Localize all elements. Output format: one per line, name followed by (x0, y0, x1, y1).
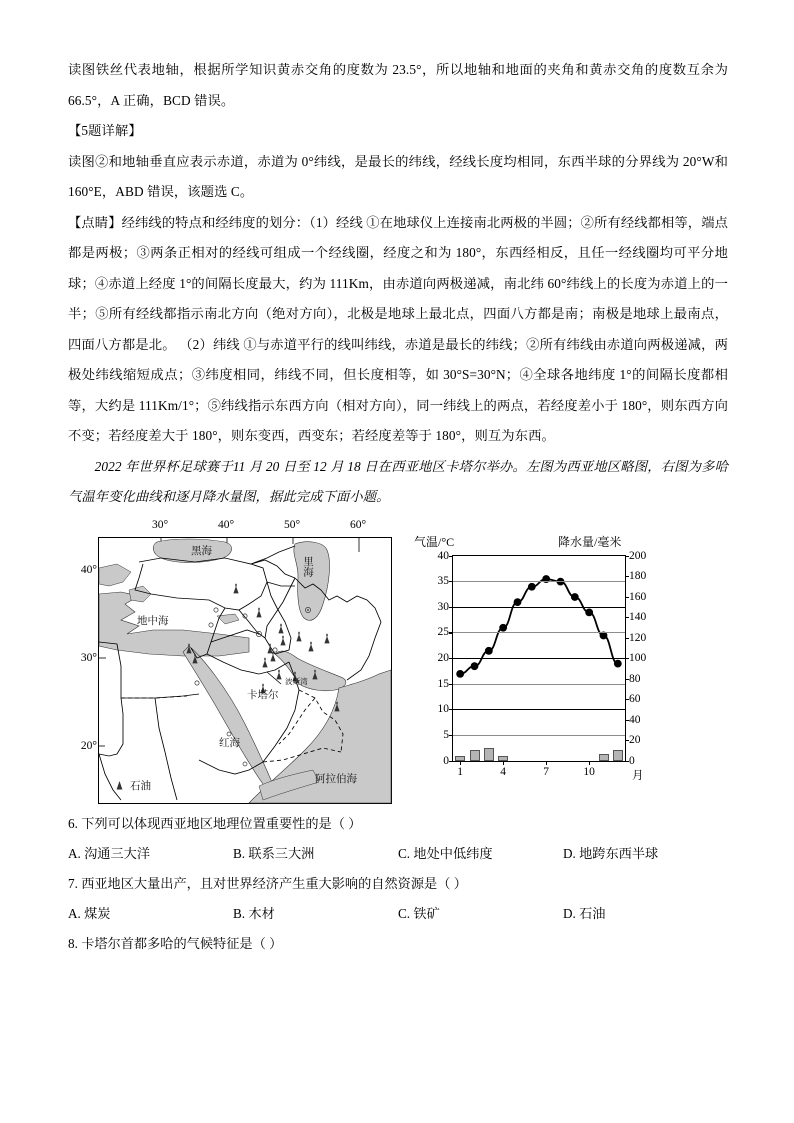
question-7-number: 7. (68, 875, 78, 891)
chart-gridline (453, 607, 625, 608)
chart-ytick-left: 20 (437, 652, 449, 664)
chart-ytick-right: 160 (629, 590, 647, 603)
oil-derrick-icon (115, 780, 124, 791)
chart-ytick-left: 15 (437, 677, 449, 690)
chart-ytick-right: 80 (629, 672, 641, 685)
chart-temperature-point (514, 598, 522, 606)
chart-ytick-right: 40 (629, 713, 641, 726)
map-label-mediterranean-sea: 地中海 (137, 614, 169, 627)
chart-precipitation-bar (613, 750, 623, 760)
chart-temperature-point (614, 659, 622, 667)
lat-label-30: 30° (80, 651, 97, 664)
question-7-text (68, 869, 728, 899)
question-7-body: 西亚地区大量出产，且对世界经济产生重大影响的自然资源是（ ） (81, 875, 467, 891)
map-longitude-labels (68, 519, 398, 537)
chart-xtick-mark (460, 761, 461, 765)
chart-ytick-mark-right (625, 576, 629, 577)
chart-ytick-left: 10 (437, 703, 449, 716)
chart-ytick-right: 0 (629, 754, 635, 767)
lon-label-40: 40° (217, 518, 235, 531)
chart-xtick-label: 10 (583, 765, 595, 778)
chart-xtick-label: 4 (500, 765, 507, 778)
chart-ytick-mark-right (625, 679, 629, 680)
chart-temperature-point (585, 608, 593, 616)
question-7-option-d[interactable]: D. 石油 (563, 905, 606, 921)
map-label-qatar: 卡塔尔 (247, 688, 279, 701)
figure-group (68, 519, 728, 809)
paragraph-explanation-5: 读图②和地轴垂直应表示赤道，赤道为 0°纬线，是最长的纬线，经线长度均相同，东西半球的分界线为 20°W和 160°E，ABD 错误，该题选 C。 (68, 153, 728, 199)
chart-gridline (453, 684, 625, 685)
lon-label-50: 50° (283, 518, 301, 531)
chart-gridline (453, 709, 625, 710)
chart-ytick-mark-left (449, 658, 453, 659)
map-label-red-sea: 红海 (219, 736, 240, 749)
chart-ytick-mark-left (449, 581, 453, 582)
map-geometry (99, 538, 391, 803)
question-7-options (68, 899, 728, 929)
chart-ytick-left: 0 (443, 754, 449, 767)
chart-temperature-point (471, 662, 479, 670)
map-frame (80, 537, 392, 804)
lat-label-40: 40° (80, 563, 97, 576)
question-8-number: 8. (68, 935, 78, 951)
chart-ytick-mark-left (449, 607, 453, 608)
map-label-arabian-sea: 阿拉伯海 (315, 772, 357, 785)
question-stem-worldcup: 2022 年世界杯足球赛于11 月 20 日至 12 月 18 日在西亚地区卡塔尔举办。左图为西亚地区略图，右图为多哈气温年变化曲线和逐月降水量图，据此完成下面小题。 (68, 458, 728, 504)
chart-gridline (453, 632, 625, 633)
chart-xtick-mark (503, 761, 504, 765)
question-6-text (68, 809, 728, 839)
map-label-persian-gulf: 波斯湾 (285, 676, 308, 686)
chart-ytick-mark-left (449, 709, 453, 710)
map-legend-label: 石油 (130, 779, 151, 792)
chart-ytick-mark-right (625, 638, 629, 639)
chart-temperature-point (485, 646, 493, 654)
chart-ytick-mark-right (625, 617, 629, 618)
chart-xtick-mark (589, 761, 590, 765)
question-6-option-b[interactable]: B. 联系三大洲 (233, 845, 315, 861)
chart-ytick-mark-left (449, 761, 453, 762)
map-label-black-sea: 黑海 (191, 544, 212, 557)
map-label-caspian-sea: 里海 (302, 555, 315, 577)
lon-label-30: 30° (151, 518, 169, 531)
chart-gridline (453, 581, 625, 582)
chart-ytick-mark-right (625, 556, 629, 557)
doha-climate-chart (410, 519, 675, 809)
chart-ytick-mark-right (625, 761, 629, 762)
chart-ytick-right: 180 (629, 570, 647, 582)
chart-ytick-mark-right (625, 699, 629, 700)
chart-temperature-point (499, 623, 507, 631)
paragraph-heading-q5: 【5题详解】 (68, 123, 142, 138)
question-6-body: 下列可以体现西亚地区地理位置重要性的是（ ） (81, 815, 362, 831)
chart-gridline (453, 658, 625, 659)
chart-ytick-left: 5 (443, 728, 449, 741)
question-7-option-b[interactable]: B. 木材 (233, 905, 275, 921)
chart-ytick-right: 20 (629, 734, 641, 746)
chart-ytick-left: 25 (437, 626, 449, 639)
question-6-option-a[interactable]: A. 沟通三大洋 (68, 845, 151, 861)
chart-temperature-point (456, 669, 464, 677)
chart-ytick-left: 35 (437, 575, 449, 588)
question-7-option-a[interactable]: A. 煤炭 (68, 905, 111, 921)
chart-xtick-label: 7 (543, 765, 550, 778)
paragraph-explanation-4: 读图铁丝代表地轴，根据所学知识黄赤交角的度数为 23.5°，所以地轴和地面的夹角和黄赤交角的度数互余为 66.5°，A 正确，BCD 错误。 (68, 62, 728, 108)
chart-ytick-right: 120 (629, 631, 647, 644)
paragraph-summary-note: 【点睛】经纬线的特点和经纬度的划分：（1）经线 ①在地球仪上连接南北两极的半圆；②所有经线都相等，端点都是两极；③两条正相对的经线可组成一个经线圈，经度之和为 180°，东西经相反，且任一经线圈均可平分地球；④赤道上经度 1°的间隔长度最大，约为 111Km，由赤道向两极递减，南北纬 60°纬线上的长度为赤道上的一半；⑤所有经线都指示南北方向（绝对方向），北极是地球上最北点，四面八方都是南；南极是地球上最南点，四面八方都是北。 （2）纬线 ①与赤道平行的线叫纬线，赤道是最长的纬线；②所有纬线由赤道向两极递减，两极处纬线缩短成点；③纬度相同，纬线不同，但长度相等，如 30°S=30°N；④全球各地纬度 1°的间隔长度都相等，大约是 111Km/1°；⑤纬线指示东西方向（相对方向），同一纬线上的两点，若经度差小于 180°，则东西方向不变；若经度差大于 180°，则东变西，西变东；若经度差等于 180°，则互为东西。 (68, 214, 728, 443)
question-6-option-c[interactable]: C. 地处中低纬度 (398, 845, 493, 861)
chart-xaxis-unit: 月 (632, 769, 644, 782)
chart-precipitation-bar (470, 750, 480, 760)
question-6-options (68, 839, 728, 869)
chart-ytick-mark-left (449, 556, 453, 557)
chart-ytick-right: 100 (629, 652, 647, 664)
chart-ytick-mark-right (625, 597, 629, 598)
west-asia-map (68, 519, 398, 809)
chart-temperature-point (571, 593, 579, 601)
chart-gridline (453, 735, 625, 736)
map-legend (115, 778, 151, 793)
chart-xtick-label: 1 (457, 765, 464, 778)
chart-temperature-axis-title: 气温/°C (414, 534, 455, 549)
question-8-body: 卡塔尔首都多哈的气候特征是（ ） (81, 935, 283, 951)
chart-ytick-mark-right (625, 740, 629, 741)
chart-temperature-point (528, 582, 536, 590)
chart-precipitation-bar (484, 748, 494, 760)
question-6-option-d[interactable]: D. 地跨东西半球 (563, 845, 659, 861)
lat-label-20: 20° (80, 739, 97, 752)
chart-ytick-right: 60 (629, 693, 641, 705)
chart-ytick-mark-left (449, 684, 453, 685)
chart-plot-area (437, 549, 647, 778)
question-6-number: 6. (68, 815, 78, 831)
lon-label-60: 60° (349, 518, 367, 531)
chart-precipitation-bar (599, 754, 609, 760)
chart-ytick-mark-right (625, 658, 629, 659)
page-content (68, 55, 728, 959)
chart-xtick-mark (546, 761, 547, 765)
chart-ytick-mark-right (625, 720, 629, 721)
chart-precipitation-axis-title: 降水量/毫米 (558, 534, 622, 549)
chart-ytick-left: 40 (437, 549, 449, 562)
chart-ytick-mark-left (449, 735, 453, 736)
chart-ytick-right: 140 (629, 611, 647, 623)
chart-ytick-left: 30 (437, 600, 449, 613)
question-8-text (68, 929, 728, 959)
chart-ytick-mark-left (449, 632, 453, 633)
chart-axis-titles (410, 533, 675, 551)
chart-ytick-right: 200 (629, 549, 647, 562)
question-7-option-c[interactable]: C. 铁矿 (398, 905, 440, 921)
